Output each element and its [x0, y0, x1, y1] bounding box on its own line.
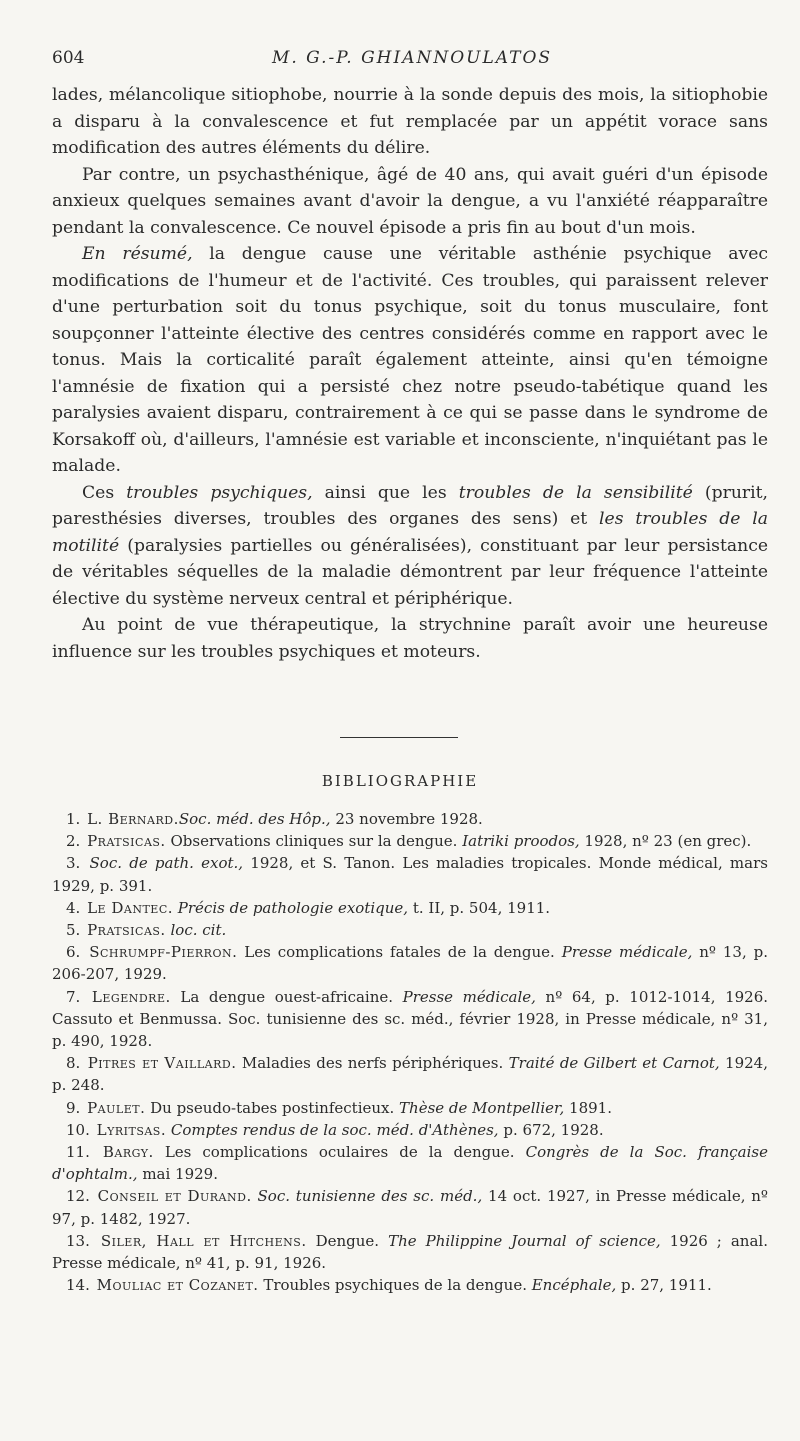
entry-number: 8. [66, 1054, 81, 1073]
entry-details: nº 64, p. 1012-1014, 1926. Cassuto et Benmussa. Soc. tunisienne des sc. méd., février 1928, in Presse médicale, nº 31, p. 490, 1928. [52, 987, 769, 1051]
entry-source: Congrès de la Soc. française d'ophtalm., [52, 1143, 768, 1184]
entry-title: Du pseudo-tabes postinfectieux. [145, 1098, 400, 1117]
summary-lead: En résumé, [82, 244, 193, 264]
entry-number: 5. [66, 921, 81, 940]
entry-author: Pitres et Vaillard. [87, 1054, 237, 1073]
entry-details: p. 672, 1928. [498, 1120, 604, 1139]
entry-number: 13. [66, 1231, 90, 1250]
entry-source: Soc. tunisienne des sc. méd., [257, 1187, 483, 1206]
entry-number: 7. [66, 987, 81, 1006]
bibliography-entry [52, 1141, 768, 1185]
paragraph-5: Au point de vue thérapeutique, la strychnine paraît avoir une heureuse influence sur les troubles psychiques et moteurs. [52, 615, 768, 662]
entry-number: 2. [66, 832, 81, 851]
entry-author: Bargy. [102, 1143, 154, 1162]
bibliography-entry [52, 830, 768, 852]
paragraph-3 [52, 241, 768, 480]
entry-details: 1891. [564, 1098, 612, 1117]
entry-source: Thèse de Montpellier, [399, 1098, 565, 1117]
entry-author: Conseil et Durand. [97, 1187, 252, 1206]
bibliography-entry [52, 1119, 768, 1141]
entry-author: Lyritsas. [96, 1120, 167, 1139]
entry-title: Les complications oculaires de la dengue. [153, 1143, 526, 1162]
entry-details: 1928, nº 23 (en grec). [579, 832, 752, 851]
entry-source: Précis de pathologie exotique, [177, 898, 409, 917]
entry-details: 1928, et S. Tanon. Les maladies tropicales. Monde médical, mars 1929, p. 391. [52, 854, 768, 895]
bibliography-entry [52, 986, 768, 1053]
paragraph-1: lades, mélancolique sitiophobe, nourrie à la sonde depuis des mois, la sitiophobie a disparu à la convalescence et fut remplacée par un appétit vorace sans modification des autres éléments du délire. [52, 85, 768, 158]
p4-em-motility: les troubles de la motilité [52, 509, 768, 556]
entry-number: 6. [66, 943, 81, 962]
p4-em-sensibility: troubles de la sensibilité [458, 482, 693, 503]
section-divider [340, 737, 458, 738]
bibliography-entry [52, 941, 768, 985]
entry-author: L. Bernard. [87, 810, 179, 828]
entry-details: 23 novembre 1928. [330, 810, 483, 828]
entry-source: Iatriki proodos, [462, 832, 580, 851]
entry-details: mai 1929. [137, 1165, 218, 1184]
entry-source: Presse médicale, [402, 987, 536, 1006]
paragraph-2: Par contre, un psychasthénique, âgé de 40 ans, qui avait guéri d'un épisode anxieux quelques semaines avant d'avoir la dengue, a vu l'anxiété réapparaître pendant la convalescence. Ce nouvel épisode a pris fin au bout d'un mois. [52, 164, 768, 238]
entry-title: Observations cliniques sur la dengue. [165, 832, 463, 851]
entry-source: The Philippine Journal of science, [388, 1231, 661, 1250]
entry-number: 1. [66, 810, 81, 828]
entry-source: Comptes rendus de la soc. méd. d'Athènes, [170, 1120, 499, 1139]
bibliography-entry [52, 1230, 768, 1274]
entry-author: Le Dantec. [87, 898, 173, 917]
p4-text-a: Ces [82, 482, 127, 503]
entry-author: Paulet. [87, 1098, 146, 1117]
bibliography-list [52, 808, 768, 1296]
entry-title: Maladies des nerfs périphériques. [236, 1054, 509, 1073]
bibliography-entry [52, 1274, 768, 1296]
entry-source: Soc. de path. exot., [89, 854, 244, 873]
bibliography-entry [52, 1185, 768, 1229]
entry-number: 14. [66, 1276, 90, 1295]
entry-source: loc. cit. [170, 921, 227, 940]
p4-em-psychic: troubles psychiques, [126, 482, 313, 503]
p4-text-b: ainsi que les [312, 482, 459, 503]
entry-author: Pratsicas. [87, 832, 166, 851]
entry-title: Les complications fatales de la dengue. [237, 943, 562, 962]
entry-source: Soc. méd. des Hôp., [178, 810, 331, 828]
entry-author: Mouliac et Cozanet. [96, 1276, 259, 1295]
running-head: M. G.-P. GHIANNOULATOS [271, 48, 553, 68]
entry-details: 14 oct. 1927, in Presse médicale, nº 97, p. 1482, 1927. [52, 1187, 768, 1228]
entry-title: La dengue ouest-africaine. [170, 987, 403, 1006]
entry-number: 11. [66, 1143, 90, 1162]
entry-details: t. II, p. 504, 1911. [408, 898, 551, 917]
bibliography-entry [52, 897, 768, 919]
p4-text-d: (paralysies partielles ou généralisées), constituant par leur persistance de véritables séquelles de la maladie démontrent par leur fréquence l'atteinte élective du système nerveux central et périphérique. [52, 535, 768, 609]
entry-number: 4. [66, 898, 81, 917]
entry-title: Dengue. [306, 1231, 389, 1250]
entry-author: Legendre. [91, 987, 171, 1006]
bibliography-heading: BIBLIOGRAPHIE [321, 772, 479, 790]
bibliography-entry [52, 808, 768, 830]
entry-title: Troubles psychiques de la dengue. [258, 1276, 532, 1295]
entry-details: p. 27, 1911. [616, 1276, 712, 1295]
entry-number: 3. [66, 854, 81, 873]
entry-source: Presse médicale, [561, 943, 693, 962]
body-text [52, 82, 768, 665]
bibliography-entry [52, 852, 768, 896]
page-number: 604 [52, 48, 85, 68]
entry-author: Pratsicas. [87, 921, 166, 940]
bibliography-entry [52, 1097, 768, 1119]
bibliography-entry [52, 919, 768, 941]
paragraph-4 [52, 480, 768, 613]
entry-number: 12. [66, 1187, 90, 1206]
entry-source: Traité de Gilbert et Carnot, [508, 1054, 720, 1073]
bibliography-entry [52, 1052, 768, 1096]
p4-text-c: (prurit, paresthésies diverses, troubles des organes des sens) et [52, 482, 769, 529]
entry-details: nº 13, p. 206-207, 1929. [52, 943, 768, 984]
entry-number: 9. [66, 1098, 81, 1117]
entry-number: 10. [66, 1120, 90, 1139]
entry-details: 1926 ; anal. Presse médicale, nº 41, p. 91, 1926. [52, 1231, 768, 1273]
page-header [52, 48, 772, 72]
entry-details: 1924, p. 248. [52, 1054, 768, 1095]
entry-author: Siler, Hall et Hitchens. [100, 1231, 307, 1250]
entry-source: Encéphale, [531, 1276, 617, 1295]
summary-text: la dengue cause une véritable asthénie psychique avec modifications de l'humeur et de l'activité. Ces troubles, qui paraissent relever d'une perturbation soit du tonus psychique, soit du tonus musculaire, font soupçonner l'atteinte élective des centres considérés comme en rapport avec le tonus. Mais la corticalité paraît également atteinte, ainsi qu'en témoigne l'amnésie de fixation qui a persisté chez notre pseudo-tabétique quand les paralysies avaient disparu, contrairement à ce qui se passe dans le syndrome de Korsakoff où, d'ailleurs, l'amnésie est variable et inconsciente, n'inquiétant pas le malade. [52, 244, 768, 476]
entry-author: Schrumpf-Pierron. [89, 943, 238, 962]
